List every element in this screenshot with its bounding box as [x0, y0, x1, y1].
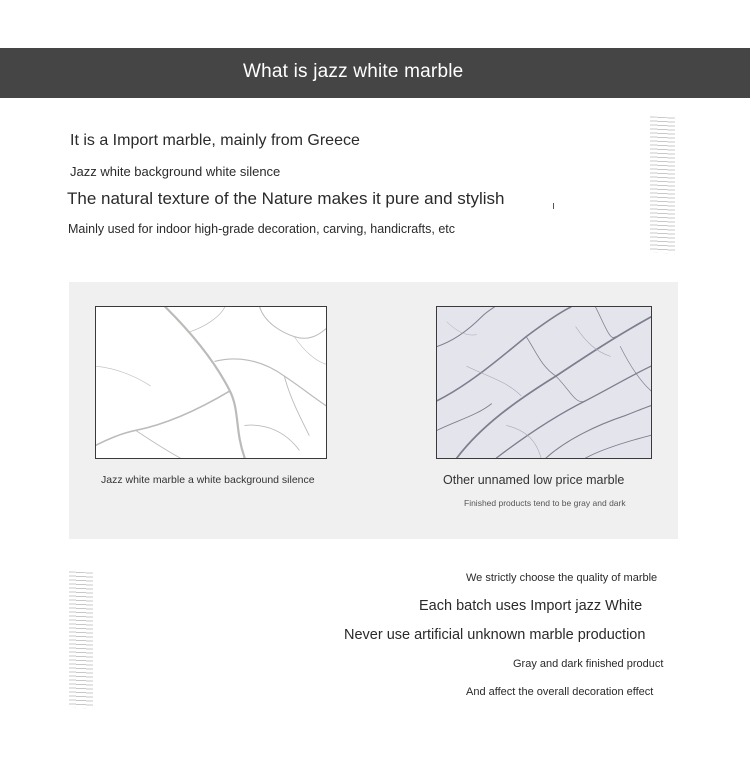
decorative-tick: [553, 203, 554, 209]
closing-line-quality: We strictly choose the quality of marble: [466, 572, 658, 584]
comparison-panel: [69, 282, 678, 539]
page-title: What is jazz white marble: [243, 61, 464, 82]
gray-marble-texture: [437, 307, 651, 458]
decorative-stripes-bottom: [69, 571, 93, 708]
gray-marble-image: [436, 306, 652, 459]
intro-line-usage: Mainly used for indoor high-grade decoration, carving, handicrafts, etc: [68, 222, 456, 236]
header-bar: [0, 48, 750, 98]
closing-line-effect: And affect the overall decoration effect: [466, 686, 654, 698]
intro-line-background: Jazz white background white silence: [70, 164, 281, 179]
low-price-marble-subcaption: Finished products tend to be gray and dark: [464, 498, 626, 508]
jazz-white-marble-image: [95, 306, 327, 459]
decorative-stripes-top: [650, 116, 675, 253]
intro-line-origin: It is a Import marble, mainly from Greece: [70, 132, 360, 149]
jazz-white-caption: Jazz white marble a white background silence: [101, 474, 315, 486]
intro-line-texture: The natural texture of the Nature makes it pure and stylish: [67, 189, 505, 208]
low-price-marble-caption: Other unnamed low price marble: [443, 473, 625, 487]
closing-line-gray: Gray and dark finished product: [513, 658, 664, 670]
closing-line-never: Never use artificial unknown marble production: [344, 627, 646, 643]
closing-line-batch: Each batch uses Import jazz White: [419, 598, 643, 614]
jazz-white-marble-texture: [96, 307, 326, 458]
